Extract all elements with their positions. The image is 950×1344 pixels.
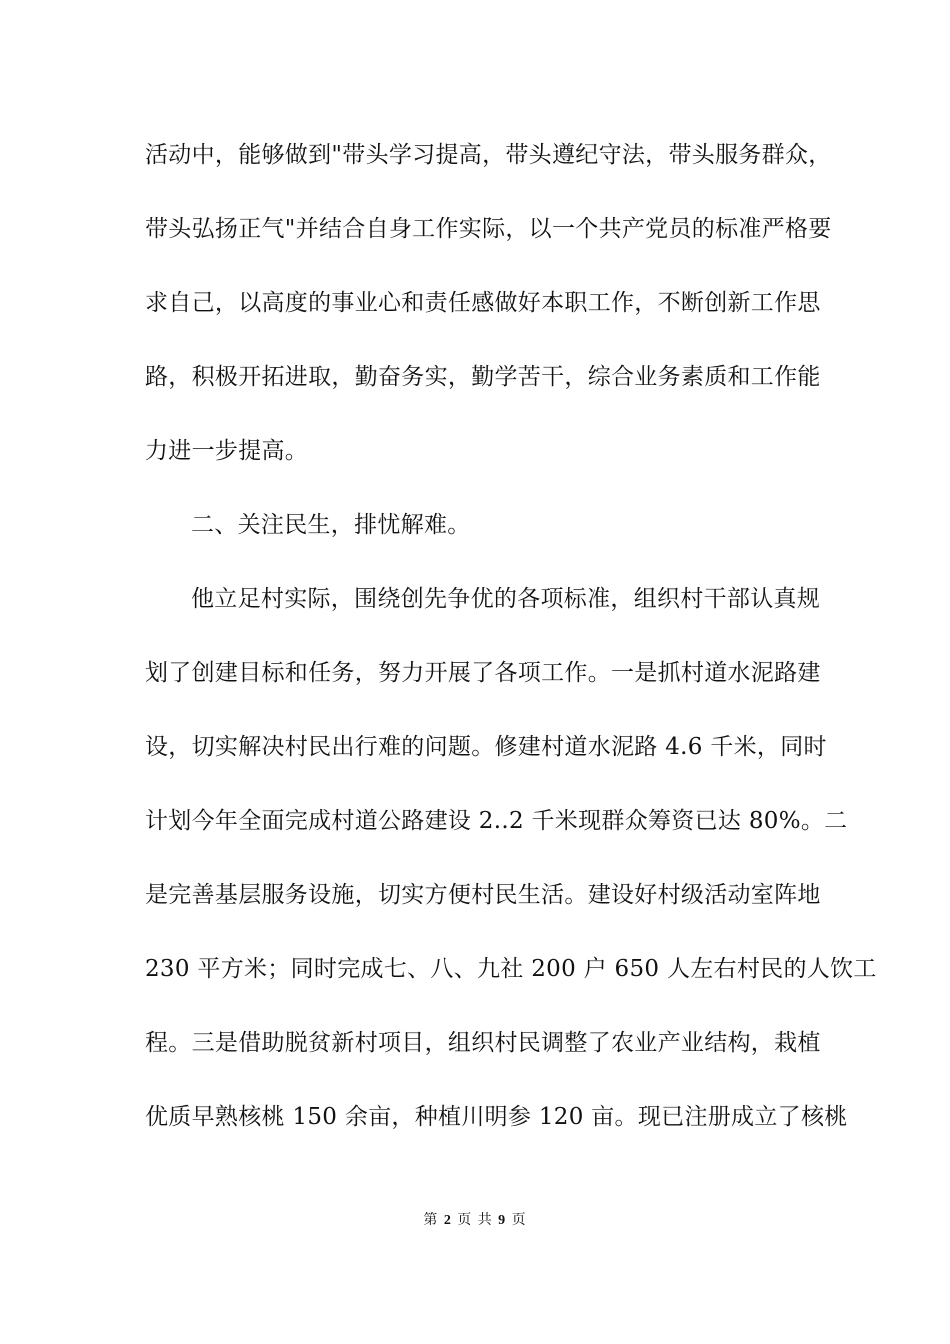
text-line: 划了创建目标和任务，努力开展了各项工作。一是抓村道水泥路建: [145, 660, 821, 686]
section-heading: 二、关注民生，排忧解难。: [191, 512, 471, 538]
text-line: 程。三是借助脱贫新村项目，组织村民调整了农业产业结构，栽植: [145, 1030, 821, 1056]
text-line: 计划今年全面完成村道公路建设 2..2 千米现群众筹资已达 80%。二: [145, 808, 848, 834]
total-pages-number: 9: [498, 1213, 507, 1228]
page-footer: [0, 1210, 950, 1231]
text-line: 设，切实解决村民出行难的问题。修建村道水泥路 4.6 千米，同时: [145, 734, 827, 760]
text-line: 求自己，以高度的事业心和责任感做好本职工作，不断创新工作思: [145, 290, 821, 316]
text-line: 是完善基层服务设施，切实方便村民生活。建设好村级活动室阵地: [145, 882, 821, 908]
text-line: 带头弘扬正气"并结合自身工作实际，以一个共产党员的标准严格要: [145, 216, 832, 242]
text-line: 活动中，能够做到"带头学习提高，带头遵纪守法，带头服务群众，: [145, 142, 832, 168]
footer-middle: 页 共: [457, 1212, 493, 1228]
text-line: 230 平方米；同时完成七、八、九社 200 户 650 人左右村民的人饮工: [145, 956, 877, 982]
text-line: 力进一步提高。: [145, 438, 309, 464]
footer-suffix: 页: [511, 1212, 527, 1228]
text-line: 优质早熟核桃 150 余亩，种植川明参 120 亩。现已注册成立了核桃: [145, 1104, 848, 1130]
text-line: 他立足村实际，围绕创先争优的各项标准，组织村干部认真规: [191, 586, 821, 612]
footer-prefix: 第: [423, 1212, 439, 1228]
current-page-number: 2: [443, 1213, 452, 1228]
text-line: 路，积极开拓进取，勤奋务实，勤学苦干，综合业务素质和工作能: [145, 364, 821, 390]
